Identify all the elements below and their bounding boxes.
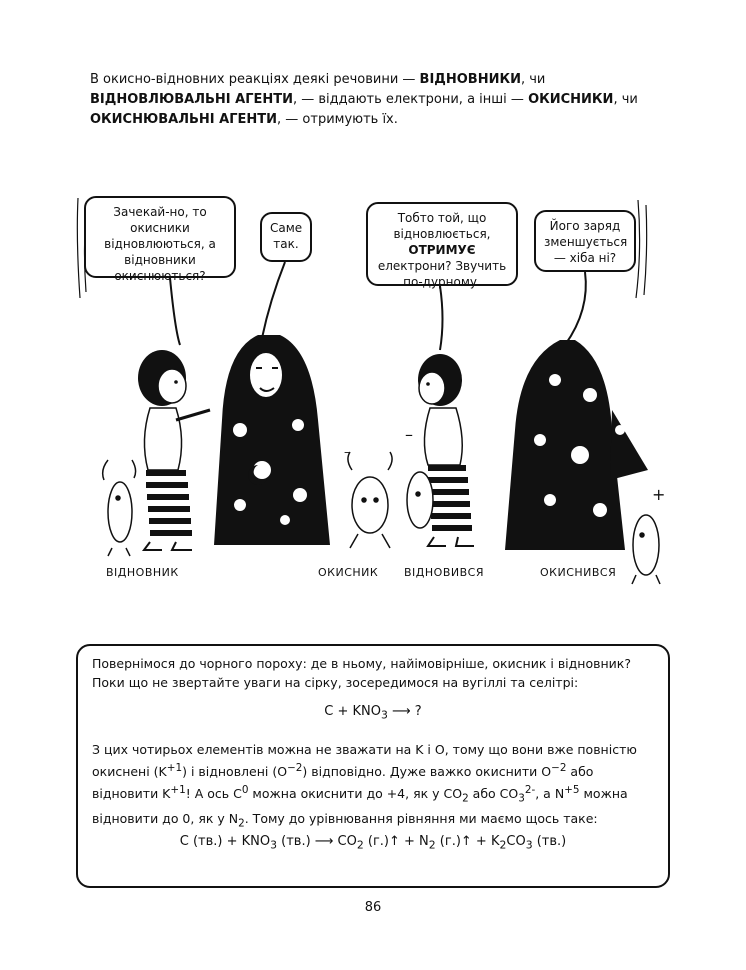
minus-sign: – bbox=[405, 425, 413, 444]
term-oxidizers: ОКИСНИКИ bbox=[528, 92, 614, 107]
term-reducers: ВІДНОВНИКИ bbox=[419, 72, 521, 87]
label-oxidized: ОКИСНИВСЯ bbox=[540, 566, 617, 579]
creature-electron-held bbox=[407, 472, 433, 528]
wizard-figure-oxidized bbox=[505, 340, 648, 550]
box-paragraph-intro: Повернімося до чорного пороху: де в ньому, найімовірніше, окисник і відновник? Поки що не звертайте уваги на сірку, зосередимося на вугіллі та селітрі: bbox=[92, 656, 631, 690]
creature-electron-middle bbox=[348, 452, 392, 548]
intro-text: В окисно-відновних реакціях деякі речовини — bbox=[90, 72, 420, 87]
wizard-figure-oxidizer bbox=[214, 335, 330, 545]
page-number: 86 bbox=[364, 900, 382, 915]
speech-bubble-question: Зачекай-но, то окисники відновлюються, а відновники окиснюються? bbox=[84, 196, 236, 278]
woman-figure-reducer bbox=[138, 350, 210, 550]
label-reduced: ВІДНОВИВСЯ bbox=[404, 566, 484, 579]
speech-bubble-gains: Тобто той, що відновлюється, ОТРИМУЄ електрони? Звучить по-дурному. bbox=[366, 202, 518, 286]
creature-electron-left bbox=[103, 460, 136, 556]
intro-text: , чи bbox=[520, 72, 546, 87]
box-paragraph-main: З цих чотирьох елементів можна не зважати на K і O, тому що вони вже повністю окиснені $(K^{+1})$ і відновлені $(O^{-2})$ відповідно. Дуже важко окиснити $O^{-2}$ або відновити $K^{+1}$! А ось $C^0$ можна окиснити до +4, як у $CO_2$ або $CO_3^{2-}$, а $N^{+5}$ можна відновити до 0, як у $N_2$. Тому до урівнювання рівняння ми маємо щось таке: bbox=[92, 742, 637, 830]
equation-unbalanced: C $(тв.) + KNO_3$ (тв.) ⟶ $CO_2$ (г.)↑ + $N_2$ (г.)↑ + $K_2CO_3$ (тв.) bbox=[179, 834, 567, 852]
speech-bubble-charge: Його заряд зменшується — хіба ні? bbox=[534, 210, 636, 272]
term-reducing-agents: ВІДНОВЛЮВАЛЬНІ АГЕНТИ bbox=[90, 92, 293, 107]
speech-bubble-exactly: Саме так. bbox=[260, 212, 312, 262]
creature-electron-right bbox=[632, 515, 660, 584]
intro-text: , — отримують їх. bbox=[277, 112, 398, 127]
explanation-box bbox=[76, 644, 670, 888]
label-oxidizer: ОКИСНИК bbox=[318, 566, 379, 579]
intro-text: , — віддають електрони, а інші — bbox=[293, 92, 529, 107]
label-reducer: ВІДНОВНИК bbox=[106, 566, 179, 579]
intro-text: , чи bbox=[613, 92, 638, 107]
minus-sign-small: – bbox=[344, 445, 350, 459]
term-oxidizing-agents: ОКИСНЮВАЛЬНІ АГЕНТИ bbox=[90, 112, 278, 127]
equation-question: $C + KNO_3$ ⟶ ? bbox=[324, 704, 422, 722]
plus-sign: + bbox=[652, 485, 666, 504]
